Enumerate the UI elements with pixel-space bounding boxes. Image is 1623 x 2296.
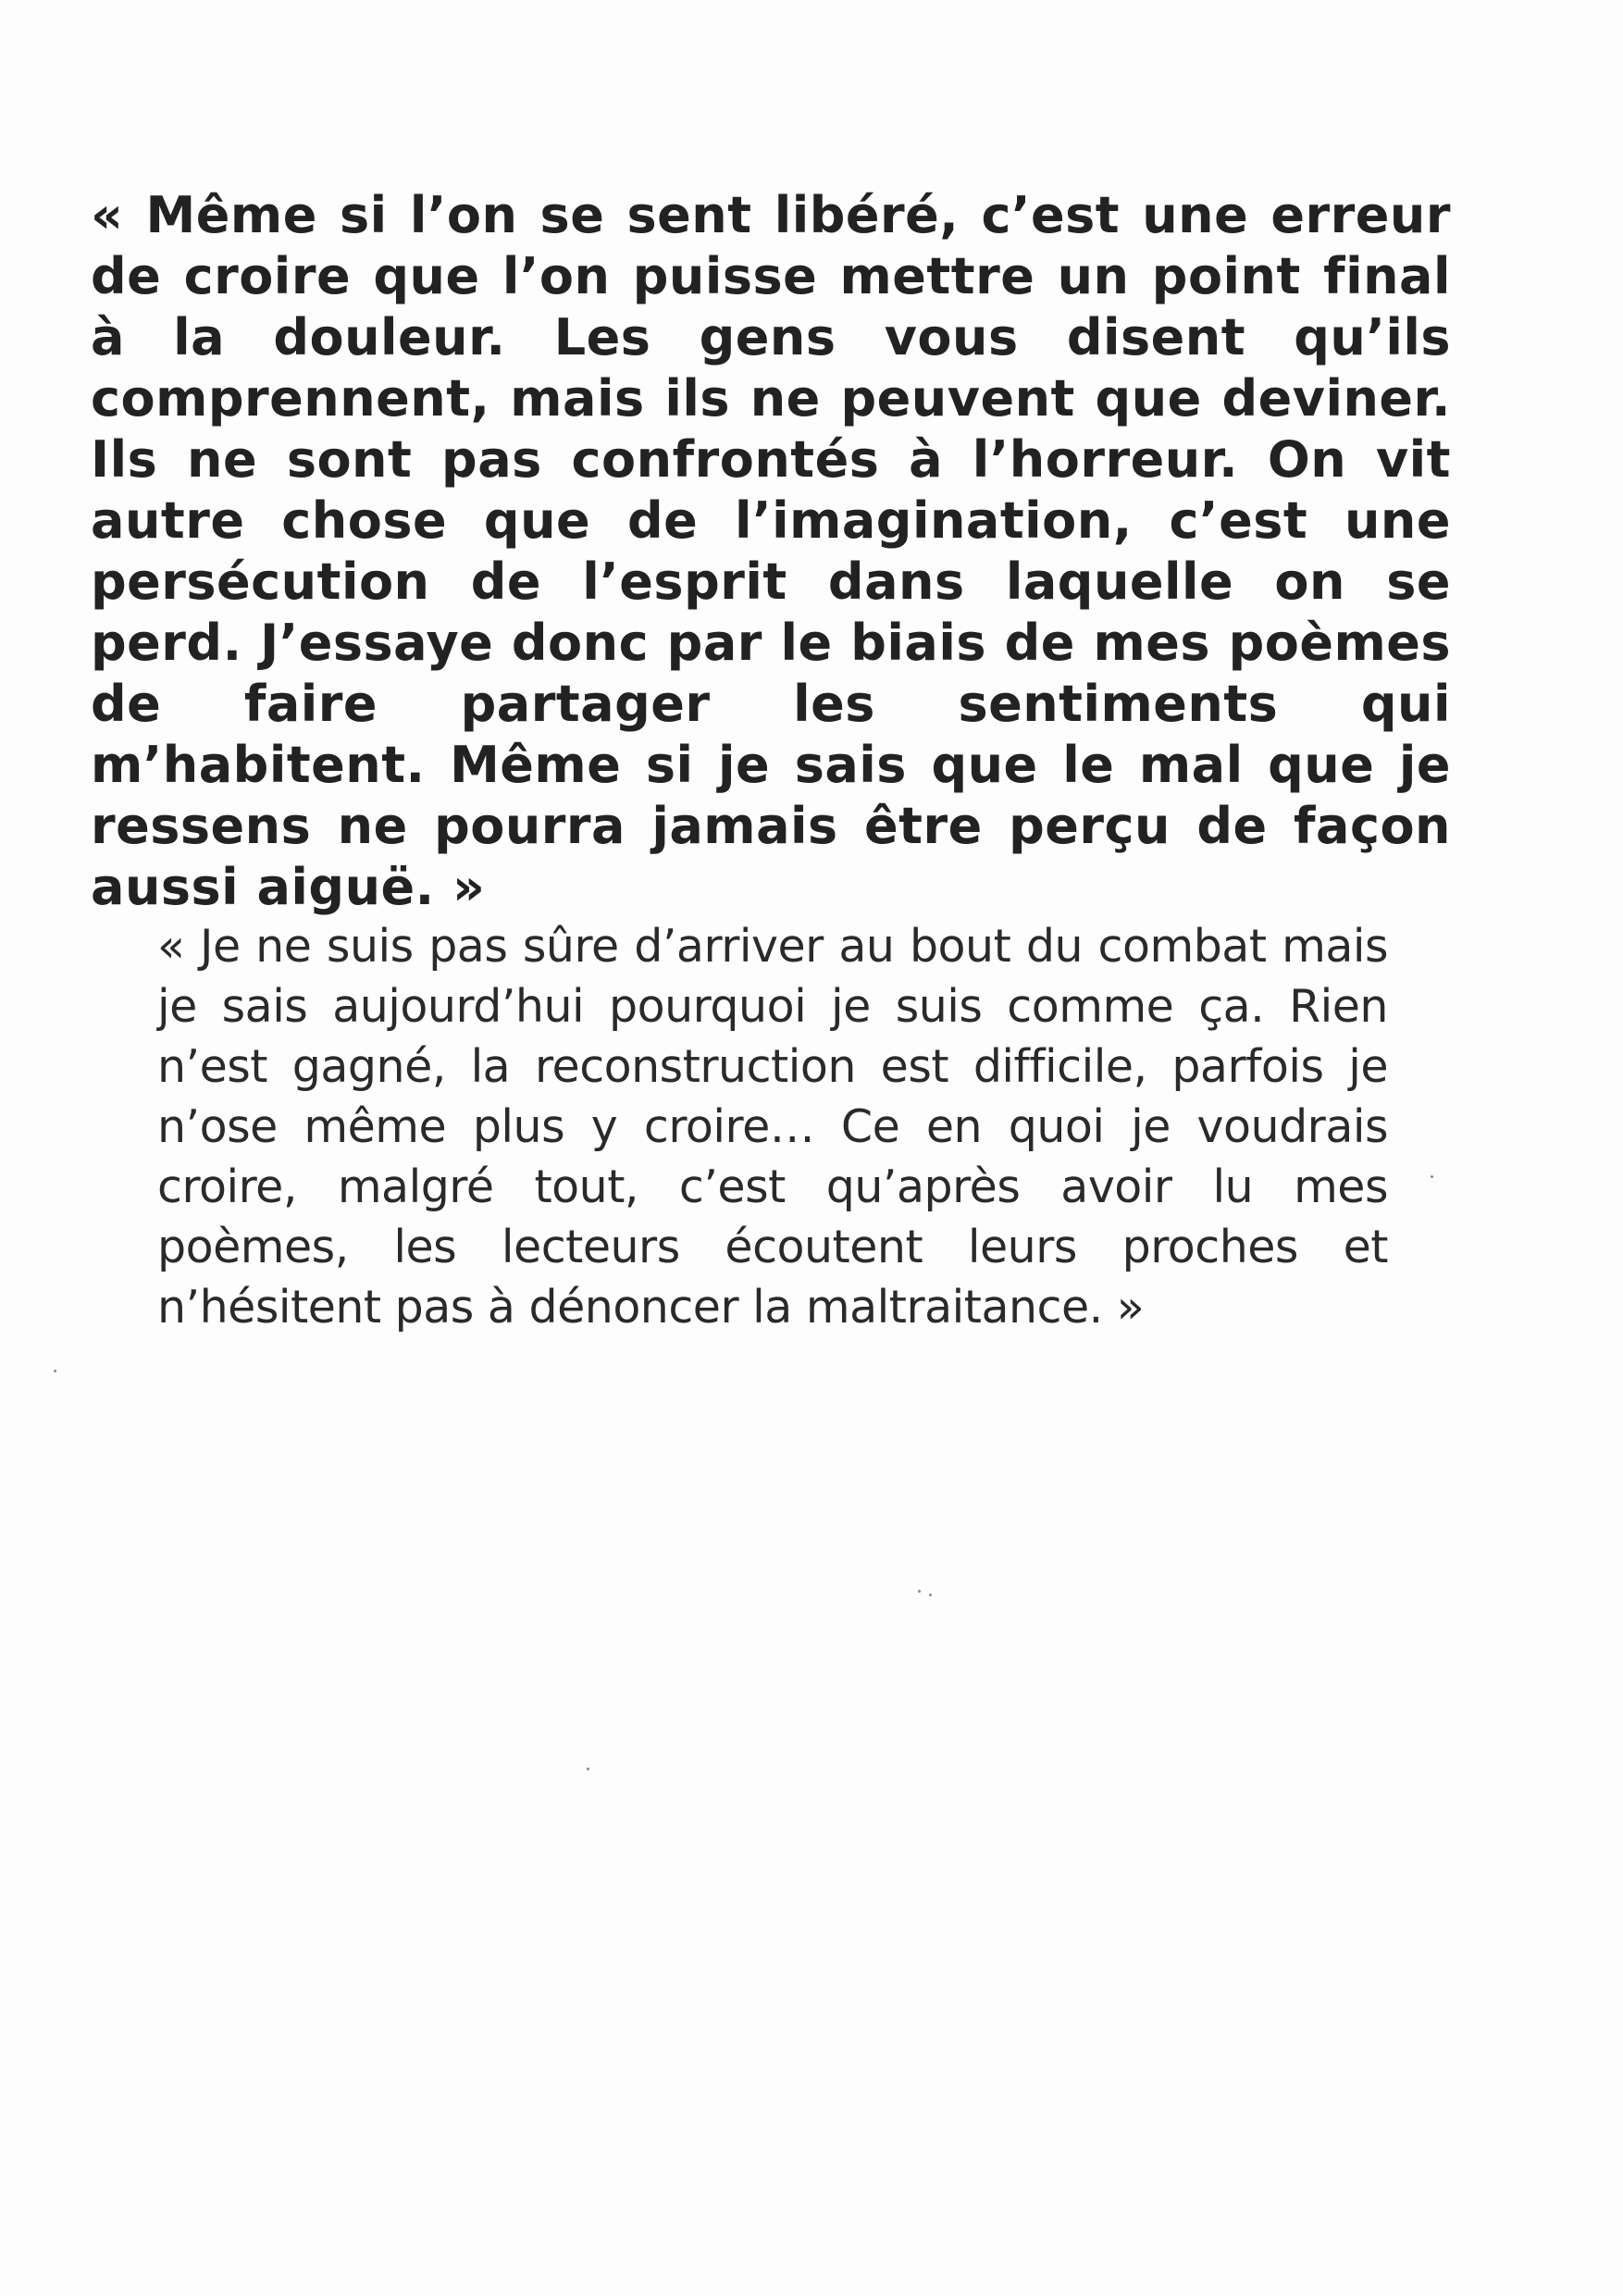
regular-quote-paragraph: « Je ne suis pas sûre d’arriver au bout du combat mais je sais aujourd’hui pourquoi je suis comme ça. Rien n’est gagné, la reconstruction est difficile, parfois je n’ose même plus y croire… Ce en quoi je voudrais croire, malgré tout, c’est qu’après avoir lu mes poèmes, les lecteurs écoutent leurs proches et n’hésitent pas à dénoncer la maltraitance. » — [157, 920, 1388, 1334]
scan-speck — [587, 1768, 589, 1770]
scan-speck — [918, 1590, 921, 1593]
scan-speck — [929, 1594, 932, 1596]
scan-speck — [1431, 1175, 1433, 1178]
scan-speck — [54, 1370, 56, 1372]
bold-quote-paragraph: « Même si l’on se sent libéré, c’est une erreur de croire que l’on puisse mettre un point final à la douleur. Les gens vous disent qu’ils comprennent, mais ils ne peuvent que deviner. Ils ne sont pas confrontés à l’horreur. On vit autre chose que de l’imagination, c’est une persécution de l’esprit dans laquelle on se perd. J’essaye donc par le biais de mes poèmes de faire partager les sentiments qui m’habitent. Même si je sais que le mal que je ressens ne pourra jamais être perçu de façon aussi aiguë. » — [91, 186, 1451, 916]
